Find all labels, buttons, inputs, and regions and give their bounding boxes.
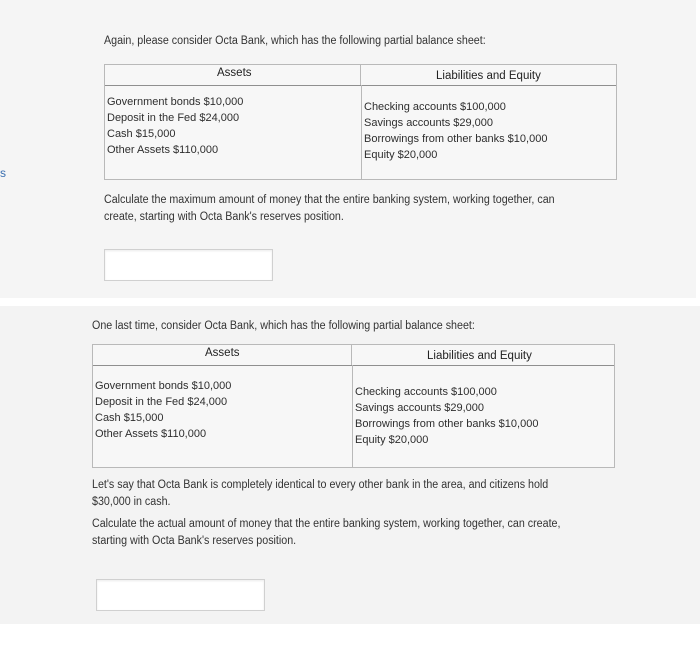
liability-line: Checking accounts $100,000	[355, 386, 497, 398]
liability-line: Savings accounts $29,000	[355, 402, 485, 414]
asset-line: Cash $15,000	[95, 412, 164, 424]
balance-sheet-1	[104, 64, 617, 180]
balance-sheet-2-header	[93, 345, 614, 366]
answer-input-2[interactable]	[96, 579, 265, 611]
prompt-line: Calculate the actual amount of money that the entire banking system, working together, can create,	[92, 518, 561, 530]
question-1-prompt	[104, 192, 555, 226]
liabilities-header: Liabilities and Equity	[436, 70, 541, 82]
answer-input-1[interactable]	[104, 249, 273, 281]
liabilities-list	[364, 99, 547, 163]
prompt-line: Calculate the maximum amount of money that the entire banking system, working together, can	[104, 194, 555, 206]
assets-header: Assets	[205, 347, 240, 359]
assets-list	[107, 94, 243, 158]
question-card-1	[0, 0, 696, 298]
prompt-line: create, starting with Octa Bank's reserves position.	[104, 211, 344, 223]
cropped-edge-text: s	[0, 166, 6, 180]
header-divider	[351, 345, 352, 365]
liability-line: Equity $20,000	[355, 434, 429, 446]
liability-line: Savings accounts $29,000	[364, 117, 494, 129]
question-2-prompt	[92, 516, 560, 550]
liability-line: Equity $20,000	[364, 149, 438, 161]
asset-line: Deposit in the Fed $24,000	[107, 112, 240, 124]
liabilities-header: Liabilities and Equity	[427, 350, 532, 362]
asset-line: Other Assets $110,000	[107, 144, 219, 156]
asset-line: Deposit in the Fed $24,000	[95, 396, 228, 408]
liability-line: Checking accounts $100,000	[364, 101, 506, 113]
column-divider	[352, 365, 353, 467]
asset-line: Government bonds $10,000	[107, 96, 244, 108]
liability-line: Borrowings from other banks $10,000	[355, 418, 539, 430]
asset-line: Other Assets $110,000	[95, 428, 207, 440]
liabilities-list	[355, 384, 538, 448]
header-divider	[360, 65, 361, 85]
assets-list	[95, 378, 231, 442]
liability-line: Borrowings from other banks $10,000	[364, 133, 548, 145]
balance-sheet-2	[92, 344, 615, 468]
scenario-line: $30,000 in cash.	[92, 496, 171, 508]
scenario-line: Let's say that Octa Bank is completely identical to every other bank in the area, and citizens hold	[92, 479, 549, 491]
page-background	[0, 624, 700, 645]
question-2-intro: One last time, consider Octa Bank, which has the following partial balance sheet:	[92, 320, 475, 332]
assets-header: Assets	[217, 67, 252, 79]
column-divider	[361, 85, 362, 179]
question-1-intro: Again, please consider Octa Bank, which has the following partial balance sheet:	[104, 35, 486, 47]
question-card-2	[0, 306, 700, 624]
asset-line: Cash $15,000	[107, 128, 176, 140]
question-2-scenario	[92, 477, 548, 511]
prompt-line: starting with Octa Bank's reserves position.	[92, 535, 297, 547]
asset-line: Government bonds $10,000	[95, 380, 232, 392]
